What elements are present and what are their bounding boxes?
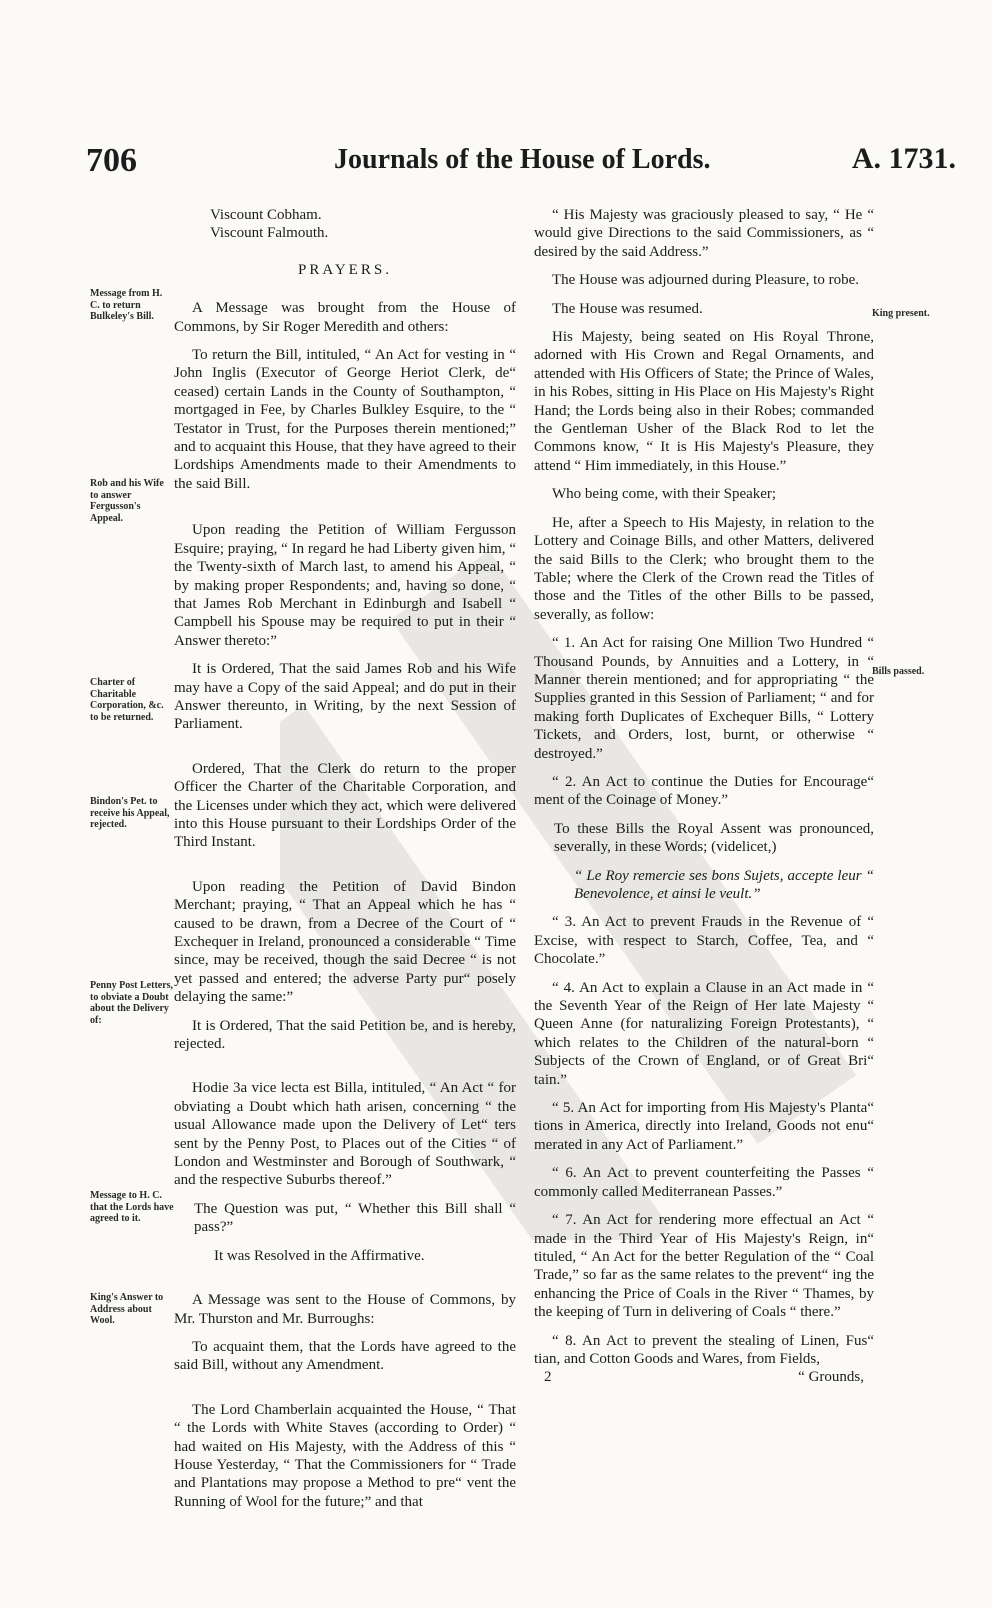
paragraph: To return the Bill, intituled, “ An Act for vesting in “ John Inglis (Executor of George Heriot Clerk, de“ ceased) certain Lands in the County of Southampton, “ mortgaged in Fee, by Charles Bulkley Esquire, to the “ Testator in Trust, for the Purposes therein mentioned;” and to acquaint this House, that they have agreed to their Lordships Amendments made to their Amendments to the said Bill. [174, 347, 516, 492]
paragraph: It was Resolved in the Affirmative. [214, 1247, 425, 1264]
paragraph: “ 4. An Act to explain a Clause in an Act made in “ the Seventh Year of the Reign of Her late Majesty “ Queen Anne (for naturalizing Foreign Protestants), “ which relates to the Children of the natural-born “ Subjects of the Crown of England, or of Great Bri“ tain.” [534, 979, 874, 1088]
catchword: “ Grounds, [798, 1369, 864, 1386]
paragraph: He, after a Speech to His Majesty, in relation to the Lottery and Coinage Bills, and other Matters, delivered the said Bills to the Clerk; who brought them to the Table; where the Clerk of the Crown read the Titles of those and the Titles of the other Bills to be passed, severally, as follow: [534, 514, 874, 623]
paragraph: “ 3. An Act to prevent Frauds in the Revenue of “ Excise, with respect to Starch, Coffee, Tea, and “ Chocolate.” [534, 914, 874, 968]
paragraph: The Lord Chamberlain acquainted the House, “ That “ the Lords with White Staves (according to Order) “ had waited on His Majesty, with the Address of this “ House Yesterday, “ That the Commissioners for “ Trade and Plantations may propose a Method to pre“ vent the Running of Wool for the future;” and that [174, 1401, 516, 1510]
paragraph: Ordered, That the Clerk do return to the proper Officer the Charter of the Charitable Corporation, and the Licenses under which they act, which were delivered into this House pursuant to their Lordships Order of the Third Instant. [174, 760, 516, 851]
viscount-line: Viscount Cobham. [210, 207, 322, 223]
paragraph: It is Ordered, That the said James Rob and his Wife may have a Copy of the said Appeal; and do put in their Answer thereunto, in Writing, by the next Session of Parliament. [174, 661, 516, 733]
margin-note: King present. [872, 308, 930, 319]
paragraph: “ 8. An Act to prevent the stealing of Linen, Fus“ tian, and Cotton Goods and Wares, from Fields, [534, 1332, 874, 1367]
paragraph: Who being come, with their Speaker; [552, 486, 777, 503]
margin-note: Bills passed. [872, 666, 925, 677]
right-column [534, 206, 874, 1388]
viscount-line: Viscount Falmouth. [210, 225, 329, 242]
page-number: 706 [86, 142, 137, 179]
margin-note: Penny Post Letters, to obviate a Doubt about the Delivery of: [90, 980, 174, 1026]
margin-note: Message to H. C. that the Lords have agreed to it. [90, 1190, 174, 1224]
paragraph: “ 7. An Act for rendering more effectual an Act “ made in the Third Year of His Majesty's Reign, in“ tituled, “ An Act for the better Regulation of the “ Coal Trade,” so far as the same relates to the prevent“ ing the enhancing the Price of Coals in the River “ Thames, by the keeping of Turn in delivering of Coals “ there.” [534, 1212, 874, 1321]
paragraph: It is Ordered, That the said Petition be, and is hereby, rejected. [174, 1017, 516, 1053]
paragraph: “ 5. An Act for importing from His Majesty's Planta“ tions in America, directly into Ireland, Goods not enu“ merated in any Act of Parliament.” [534, 1100, 874, 1153]
paragraph: Hodie 3a vice lecta est Billa, intituled, “ An Act “ for obviating a Doubt which hath arisen, concerning “ the usual Allowance made upon the Delivery of Let“ ters sent by the Penny Post, to Places out of the Cities “ of London and Westminster and Borough of Southwark, “ and the respective Suburbs thereof.” [174, 1080, 516, 1189]
paragraph: The Question was put, “ Whether this Bill shall “ pass?” [194, 1200, 516, 1236]
margin-note: Rob and his Wife to answer Fergusson's Appeal. [90, 478, 164, 524]
paragraph: “ 1. An Act for raising One Million Two Hundred “ Thousand Pounds, by Annuities and a Lottery, in “ Manner therein mentioned; and for appropriating “ the Supplies granted in this Session of Parliament; “ and for making forth Duplicates of Exchequer Bills, “ Lottery Tickets, and Orders, lost, burnt, or otherwise “ destroyed.” [534, 635, 874, 762]
royal-assent-formula: “ Le Roy remercie ses bons Sujets, accepte leur “ Benevolence, et ainsi le veult.” [574, 867, 874, 902]
running-title: Journals of the House of Lords. [334, 144, 711, 175]
year-heading: A. 1731. [851, 142, 956, 175]
paragraph: “ 2. An Act to continue the Duties for Encourage“ ment of the Coinage of Money.” [534, 773, 874, 809]
paragraph: The House was resumed. [552, 300, 703, 317]
prayers-heading: PRAYERS. [298, 261, 392, 278]
margin-note: King's Answer to Address about Wool. [90, 1292, 164, 1326]
paragraph: A Message was sent to the House of Commons, by Mr. Thurston and Mr. Burroughs: [174, 1292, 516, 1327]
paragraph: To acquaint them, that the Lords have agreed to the said Bill, without any Amendment. [174, 1338, 516, 1374]
paragraph: His Majesty, being seated on His Royal Throne, adorned with His Crown and Regal Ornaments, and attended with His Officers of State; the Prince of Wales, in his Robes, sitting in His Place on His Majesty's Right Hand; the Lords being also in their Robes; commanded the Gentleman Usher of the Black Rod to let the Commons know, “ It is His Majesty's Pleasure, they attend “ Him immediately, in this House.” [534, 329, 874, 474]
margin-note: Message from H. C. to return Bulkeley's Bill. [90, 288, 163, 322]
margin-note: Charter of Charitable Corporation, &c. to be returned. [90, 677, 164, 723]
paragraph: To these Bills the Royal Assent was pronounced, severally, in these Words; (videlicet,) [554, 820, 874, 856]
margin-note: Bindon's Pet. to receive his Appeal, rejected. [90, 796, 170, 830]
paragraph: “ 6. An Act to prevent counterfeiting the Passes “ commonly called Mediterranean Passes.” [534, 1165, 874, 1200]
paragraph: Upon reading the Petition of David Bindon Merchant; praying, “ That an Appeal which he has “ caused to be drawn, from a Decree of the Court of “ Exchequer in Ireland, pronounced a considerable “ Time since, may be received, though the said Decree “ is not yet passed and entered; the adverse Party pur“ posely delaying the same:” [174, 878, 516, 1006]
paragraph: “ His Majesty was graciously pleased to say, “ He “ would give Directions to the said Commissioners, as “ desired by the said Address.” [534, 207, 874, 260]
left-column [174, 206, 516, 1521]
paragraph: Upon reading the Petition of William Fergusson Esquire; praying, “ In regard he had Liberty given him, “ the Twenty-sixth of March last, to amend his Appeal, “ by making proper Respondents; and, having so done, “ that James Rob Merchant in Edinburgh and Isabell “ Campbell his Spouse may be required to put in their “ Answer thereto:” [174, 522, 516, 649]
signature-mark: 2 [544, 1369, 552, 1386]
paragraph: The House was adjourned during Pleasure, to robe. [552, 272, 860, 289]
page-header [84, 140, 956, 190]
paragraph: A Message was brought from the House of Commons, by Sir Roger Meredith and others: [174, 300, 516, 335]
